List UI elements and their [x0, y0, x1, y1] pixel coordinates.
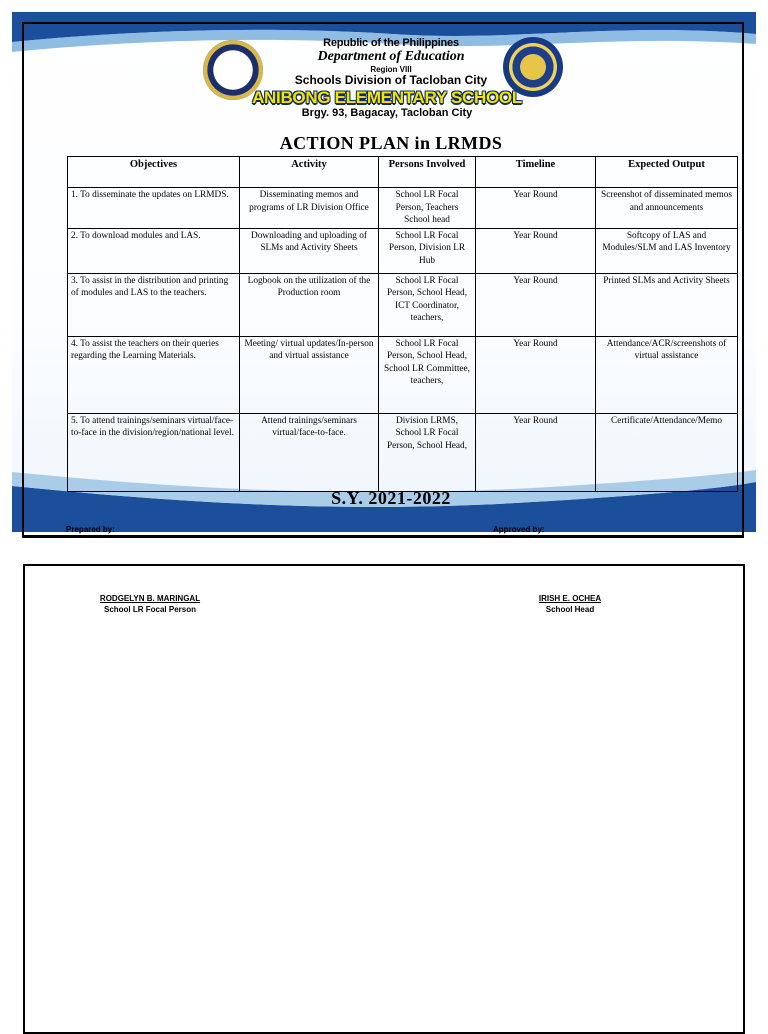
output-cell: Attendance/ACR/screenshots of virtual assistance	[596, 336, 738, 413]
table-row	[68, 336, 738, 413]
table-row	[68, 413, 738, 491]
school-address: Brgy. 93, Bagacay, Tacloban City	[301, 107, 473, 119]
division-line: Schools Division of Tacloban City	[294, 73, 488, 87]
signature-page	[23, 564, 745, 1034]
table-row	[68, 188, 738, 229]
school-name: ANIBONG ELEMENTARY SCHOOL	[252, 88, 522, 107]
document-title: ACTION PLAN in LRMDS	[279, 133, 503, 153]
persons-cell: School LR Focal Person, School Head, School LR Committee, teachers,	[379, 336, 476, 413]
objective-cell: 5. To attend trainings/seminars virtual/face-to-face in the division/region/national level.	[68, 413, 240, 491]
column-header: Objectives	[68, 157, 240, 188]
approved-signatory	[510, 594, 630, 614]
school-year: S.Y. 2021-2022	[331, 488, 451, 508]
prepared-signatory	[80, 594, 220, 614]
approved-signatory-name: IRISH E. OCHEA	[538, 594, 602, 603]
persons-cell: School LR Focal Person, School Head, ICT Coordinator, teachers,	[379, 273, 476, 336]
table-row	[68, 228, 738, 273]
table-row	[68, 273, 738, 336]
republic-line: Republic of the Philippines	[323, 37, 459, 49]
prepared-signatory-name: RODGELYN B. MARINGAL	[99, 594, 201, 603]
activity-cell: Disseminating memos and programs of LR Division Office	[240, 188, 379, 229]
timeline-cell: Year Round	[476, 413, 596, 491]
persons-cell: School LR Focal Person, Teachers School head	[379, 188, 476, 229]
column-header: Expected Output	[596, 157, 738, 188]
column-header: Activity	[240, 157, 379, 188]
objective-cell: 1. To disseminate the updates on LRMDS.	[68, 188, 240, 229]
activity-cell: Logbook on the utilization of the Production room	[240, 273, 379, 336]
table-header-row	[68, 157, 738, 188]
persons-cell: School LR Focal Person, Division LR Hub	[379, 228, 476, 273]
timeline-cell: Year Round	[476, 336, 596, 413]
column-header: Persons Involved	[379, 157, 476, 188]
approved-signatory-role: School Head	[545, 605, 595, 614]
output-cell: Screenshot of disseminated memos and announcements	[596, 188, 738, 229]
activity-cell: Downloading and uploading of SLMs and Activity Sheets	[240, 228, 379, 273]
timeline-cell: Year Round	[476, 273, 596, 336]
prepared-signatory-role: School LR Focal Person	[103, 605, 196, 614]
department-line: Department of Education	[317, 49, 465, 64]
activity-cell: Meeting/ virtual updates/In-person and virtual assistance	[240, 336, 379, 413]
column-header: Timeline	[476, 157, 596, 188]
output-cell: Certificate/Attendance/Memo	[596, 413, 738, 491]
objective-cell: 4. To assist the teachers on their queries regarding the Learning Materials.	[68, 336, 240, 413]
activity-cell: Attend trainings/seminars virtual/face-to-face.	[240, 413, 379, 491]
output-cell: Printed SLMs and Activity Sheets	[596, 273, 738, 336]
timeline-cell: Year Round	[476, 188, 596, 229]
prepared-by-label: Prepared by:	[66, 525, 115, 534]
output-cell: Softcopy of LAS and Modules/SLM and LAS Inventory	[596, 228, 738, 273]
approved-by-label: Approved by:	[493, 525, 545, 534]
timeline-cell: Year Round	[476, 228, 596, 273]
persons-cell: Division LRMS, School LR Focal Person, School Head,	[379, 413, 476, 491]
action-plan-table	[67, 156, 738, 492]
objective-cell: 3. To assist in the distribution and printing of modules and LAS to the teachers.	[68, 273, 240, 336]
region-line: Region VIII	[370, 65, 412, 74]
objective-cell: 2. To download modules and LAS.	[68, 228, 240, 273]
